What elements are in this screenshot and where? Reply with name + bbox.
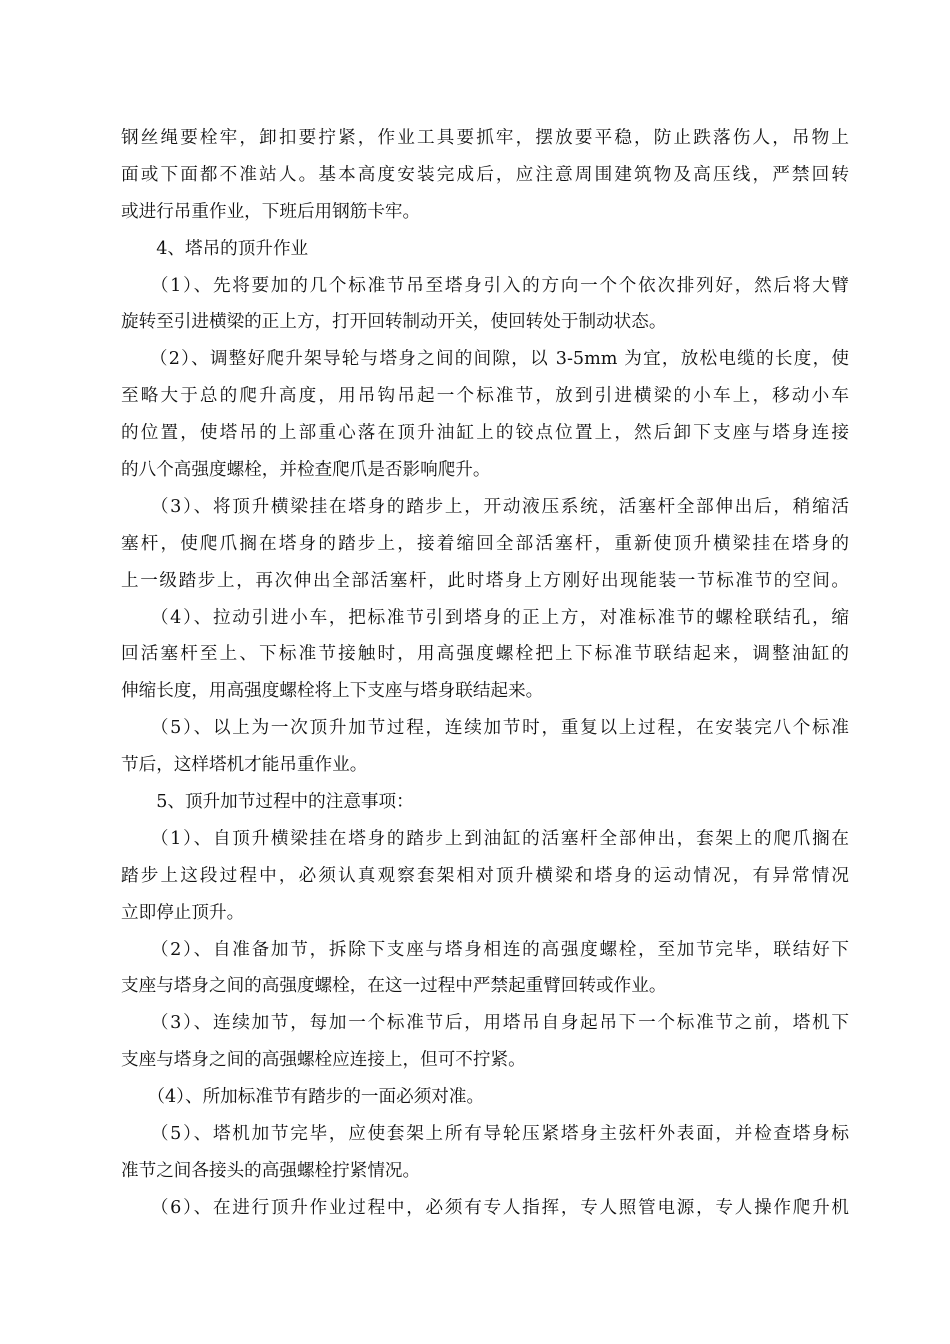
text-line: （5）、塔机加节完毕，应使套架上所有导轮压紧塔身主弦杆外表面，并检查塔身标: [121, 1124, 849, 1145]
text-line: 至略大于总的爬升高度，用吊钩吊起一个标准节，放到引进横梁的小车上，移动小车: [121, 386, 849, 407]
text-line: 5、顶升加节过程中的注意事项：: [121, 792, 414, 813]
text-line: （4）、拉动引进小车，把标准节引到塔身的正上方，对准标准节的螺栓联结孔，缩: [121, 607, 849, 628]
text-line: （3）、连续加节，每加一个标准节后，用塔吊自身起吊下一个标准节之前，塔机下: [121, 1013, 849, 1034]
text-line: 支座与塔身之间的高强度螺栓，在这一过程中严禁起重臂回转或作业。: [121, 976, 667, 997]
text-line: （2）、自准备加节，拆除下支座与塔身相连的高强度螺栓，至加节完毕，联结好下: [121, 939, 849, 960]
text-line: 旋转至引进横梁的正上方，打开回转制动开关，使回转处于制动状态。: [121, 312, 667, 333]
text-line: 塞杆，使爬爪搁在塔身的踏步上，接着缩回全部活塞杆，重新使顶升横梁挂在塔身的: [121, 533, 849, 554]
text-line: 回活塞杆至上、下标准节接触时，用高强度螺栓把上下标准节联结起来，调整油缸的: [121, 644, 849, 665]
text-line: 伸缩长度，用高强度螺栓将上下支座与塔身联结起来。: [121, 681, 544, 702]
text-line: 4、塔吊的顶升作业: [121, 238, 309, 259]
text-line: 的位置，使塔吊的上部重心落在顶升油缸上的铰点位置上，然后卸下支座与塔身连接: [121, 423, 849, 444]
text-line: （4）、所加标准节有踏步的一面必须对准。: [121, 1087, 485, 1108]
text-line: 立即停止顶升。: [121, 902, 245, 923]
text-line: （3）、将顶升横梁挂在塔身的踏步上，开动液压系统，活塞杆全部伸出后，稍缩活: [121, 496, 849, 517]
text-line: （5）、以上为一次顶升加节过程，连续加节时，重复以上过程，在安装完八个标准: [121, 718, 849, 739]
text-line: 的八个高强度螺栓，并检查爬爪是否影响爬升。: [121, 460, 491, 481]
text-line: 钢丝绳要栓牢，卸扣要拧紧，作业工具要抓牢，摆放要平稳，防止跌落伤人，吊物上: [121, 128, 849, 148]
text-line: 准节之间各接头的高强螺栓拧紧情况。: [121, 1160, 421, 1181]
text-line: （2）、调整好爬升架导轮与塔身之间的间隙，以 3-5mm 为宜，放松电缆的长度，使: [121, 349, 849, 370]
text-line: 上一级踏步上，再次伸出全部活塞杆，此时塔身上方刚好出现能装一节标准节的空间。: [121, 570, 849, 591]
text-line: 踏步上这段过程中，必须认真观察套架相对顶升横梁和塔身的运动情况，有异常情况: [121, 865, 849, 886]
text-line: 支座与塔身之间的高强螺栓应连接上，但可不拧紧。: [121, 1050, 526, 1071]
text-line: （6）、在进行顶升作业过程中，必须有专人指挥，专人照管电源，专人操作爬升机: [121, 1197, 849, 1218]
text-line: （1）、自顶升横梁挂在塔身的踏步上到油缸的活塞杆全部伸出，套架上的爬爪搁在: [121, 828, 849, 849]
text-line: 或进行吊重作业，下班后用钢筋卡牢。: [121, 201, 421, 222]
text-line: 面或下面都不准站人。基本高度安装完成后，应注意周围建筑物及高压线，严禁回转: [121, 164, 849, 185]
text-line: （1）、先将要加的几个标准节吊至塔身引入的方向一个个依次排列好，然后将大臂: [121, 275, 849, 296]
document-body: [121, 120, 849, 1227]
text-line: 节后，这样塔机才能吊重作业。: [121, 755, 368, 776]
